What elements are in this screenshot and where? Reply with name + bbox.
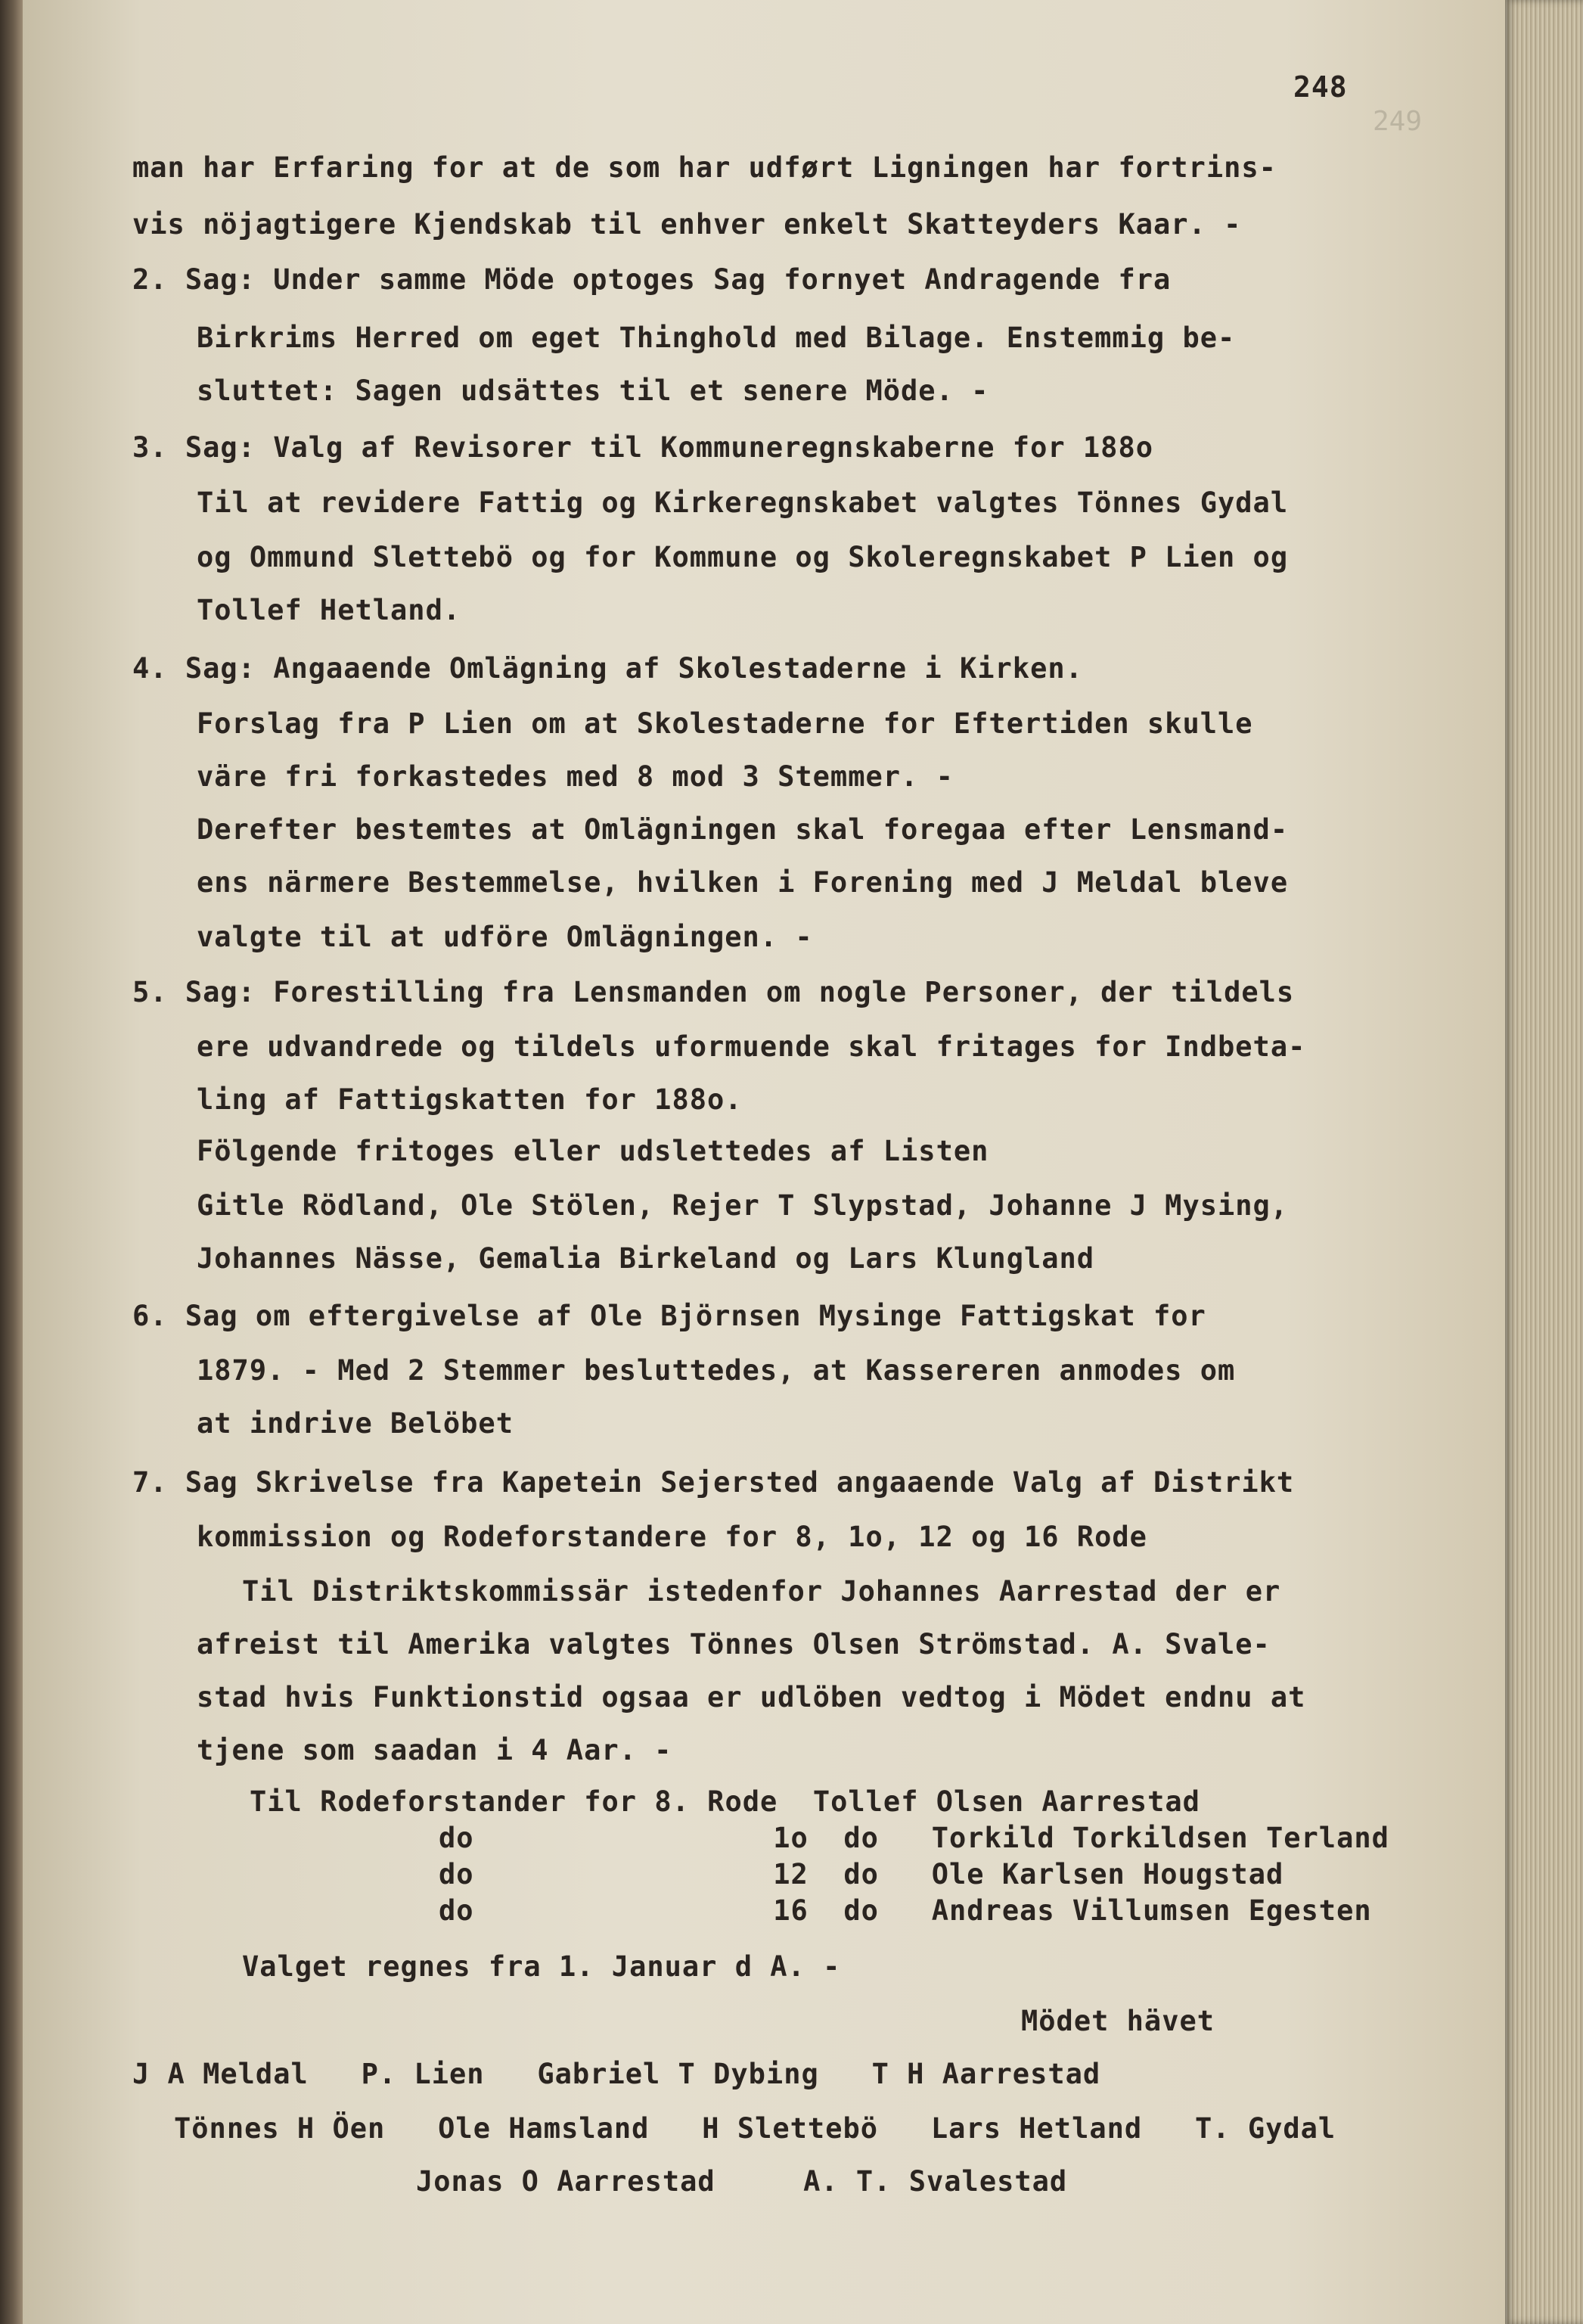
text-line: kommission og Rodeforstandere for 8, 1o, 12 og 16 Rode: [197, 1521, 1147, 1553]
text-line: at indrive Belöbet: [197, 1407, 514, 1440]
rode-row: Til Rodeforstander for 8. Rode Tollef Olsen Aarrestad: [250, 1785, 1200, 1818]
document-page: [23, 0, 1505, 2324]
text-line: 5. Sag: Forestilling fra Lensmanden om nogle Personer, der tildels: [132, 976, 1295, 1008]
text-line: 1879. - Med 2 Stemmer besluttedes, at Kassereren anmodes om: [197, 1354, 1236, 1387]
text-line: ere udvandrede og tildels uformuende skal fritages for Indbeta-: [197, 1030, 1306, 1063]
text-line: valgte til at udföre Omlägningen. -: [197, 921, 813, 953]
signatures-row: J A Meldal P. Lien Gabriel T Dybing T H Aarrestad: [132, 2058, 1101, 2090]
text-line: Fölgende fritoges eller udslettedes af Listen: [197, 1135, 989, 1167]
book-spine-shadow: [0, 0, 23, 2324]
text-line: 6. Sag om eftergivelse af Ole Björnsen Mysinge Fattigskat for: [132, 1300, 1206, 1332]
text-line: Forslag fra P Lien om at Skolestaderne for Eftertiden skulle: [197, 707, 1253, 740]
text-line: väre fri forkastedes med 8 mod 3 Stemmer. -: [197, 760, 954, 793]
rode-row: do 16 do Andreas Villumsen Egesten: [439, 1894, 1372, 1927]
text-line: vis nöjagtigere Kjendskab til enhver enkelt Skatteyders Kaar. -: [132, 208, 1242, 241]
text-line: ling af Fattigskatten for 188o.: [197, 1083, 743, 1116]
bleed-through-page-number: 249: [1373, 106, 1423, 137]
text-line: og Ommund Slettebö og for Kommune og Skoleregnskabet P Lien og: [197, 541, 1289, 573]
page-number: 248: [1293, 70, 1348, 104]
text-line: sluttet: Sagen udsättes til et senere Möde. -: [197, 374, 989, 407]
page-edges: [1505, 0, 1583, 2324]
text-line: Birkrims Herred om eget Thinghold med Bilage. Enstemmig be-: [197, 322, 1236, 354]
text-line: Tollef Hetland.: [197, 594, 461, 626]
text-line: Gitle Rödland, Ole Stölen, Rejer T Slypstad, Johanne J Mysing,: [197, 1189, 1289, 1222]
text-line: 4. Sag: Angaaende Omlägning af Skolestaderne i Kirken.: [132, 652, 1083, 685]
text-line: ens närmere Bestemmelse, hvilken i Forening med J Meldal bleve: [197, 866, 1289, 899]
rode-row: do 12 do Ole Karlsen Hougstad: [439, 1858, 1284, 1891]
text-line: stad hvis Funktionstid ogsaa er udlöben vedtog i Mödet endnu at: [197, 1681, 1306, 1713]
rode-row: do 1o do Torkild Torkildsen Terland: [439, 1822, 1389, 1854]
text-line: tjene som saadan i 4 Aar. -: [197, 1734, 672, 1766]
text-line: 2. Sag: Under samme Möde optoges Sag fornyet Andragende fra: [132, 263, 1172, 296]
signatures-row: Jonas O Aarrestad A. T. Svalestad: [416, 2165, 1068, 2198]
text-line: Johannes Nässe, Gemalia Birkeland og Lars Klungland: [197, 1242, 1095, 1275]
signatures-row: Tönnes H Öen Ole Hamsland H Slettebö Lars Hetland T. Gydal: [174, 2112, 1336, 2145]
text-line: 7. Sag Skrivelse fra Kapetein Sejersted angaaende Valg af Distrikt: [132, 1466, 1295, 1499]
text-line: Derefter bestemtes at Omlägningen skal foregaa efter Lensmand-: [197, 813, 1289, 846]
text-line: Valget regnes fra 1. Januar d A. -: [242, 1950, 841, 1983]
text-line: Til at revidere Fattig og Kirkeregnskabet valgtes Tönnes Gydal: [197, 486, 1289, 519]
closing-line: Mödet hävet: [1021, 2005, 1215, 2037]
text-line: afreist til Amerika valgtes Tönnes Olsen Strömstad. A. Svale-: [197, 1628, 1271, 1661]
text-line: Til Distriktskommissär istedenfor Johannes Aarrestad der er: [242, 1575, 1281, 1608]
text-line: man har Erfaring for at de som har udført Ligningen har fortrins-: [132, 151, 1277, 184]
text-line: 3. Sag: Valg af Revisorer til Kommuneregnskaberne for 188o: [132, 431, 1154, 464]
